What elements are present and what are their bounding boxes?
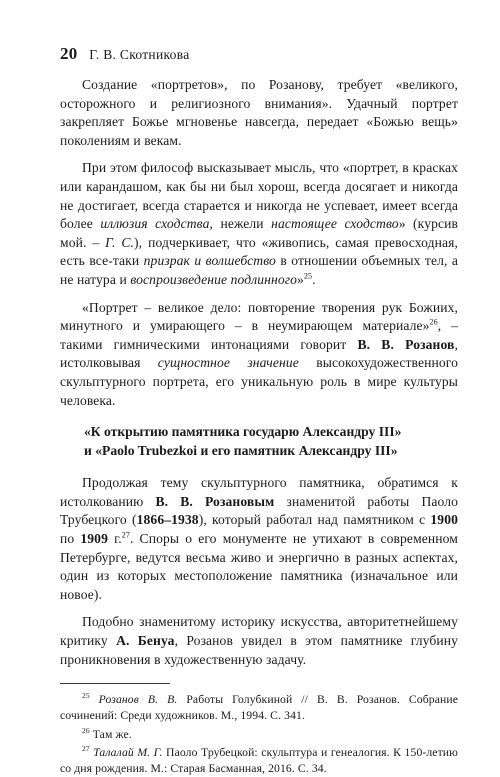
text-run: знаменитой работы Паоло Трубецкого ( bbox=[60, 493, 458, 528]
section-heading-line-1: «К открытию памятника государю Александру III» bbox=[84, 424, 402, 440]
text-run: . Споры о его монументе не утихают в современном Петербурге, ведутся весьма живо и энергично в разных аспектах, один из которых местоположение памятника (изначальное или новое). bbox=[60, 531, 458, 602]
footnote-27 bbox=[60, 745, 458, 777]
italic-run: Г. С. bbox=[105, 234, 135, 250]
text-run: ), подчеркивает, что «живопись, самая превосходная, есть все-таки bbox=[60, 234, 458, 269]
text-run: ), который работал над памятником с bbox=[198, 512, 431, 528]
italic-run: воспроизведение подлинного bbox=[130, 271, 298, 287]
bold-run: В. В. Розанов bbox=[357, 336, 455, 352]
footnote-number: 26 bbox=[82, 725, 90, 735]
italic-run: Розанов В. В. bbox=[98, 693, 178, 707]
text-run: Подобно знаменитому историку искусства, авторитетнейшему критику bbox=[60, 614, 458, 649]
text-run: высокохудожественного скульптурного портрета, его уникальную роль в мире культуры человека. bbox=[60, 355, 458, 408]
text-run: При этом философ высказывает мысль, что «портрет, в красках или карандашом, как бы ни был хорош, всегда досягает и никогда не достигает, всегда старается и никогда не успевает, имеет всегда более bbox=[60, 160, 458, 232]
paragraph-5 bbox=[60, 613, 458, 669]
text-run: , нежели bbox=[209, 216, 272, 232]
paragraph-2 bbox=[60, 159, 458, 289]
text-run: Работы Голубкиной // В. В. Розанов. Собрание сочинений: Среди художников. М., 1994. С. 341. bbox=[60, 693, 459, 723]
italic-run: иллюзия сходства bbox=[100, 216, 210, 232]
bold-run: В. В. Розановым bbox=[155, 493, 275, 509]
text-run: , Розанов увидел в этом памятнике глубину проникновения в художественную задачу. bbox=[60, 633, 458, 667]
italic-run: призрак и волшебство bbox=[143, 253, 276, 269]
footnote-25 bbox=[60, 692, 458, 724]
paragraph-1: Создание «портретов», по Розанову, требует «великого, осторожного и религиозного внимания». Удачный портрет закрепляет Божье мгновенье навсегда, передает «Божью вещь» поколениям и векам. bbox=[60, 77, 458, 148]
text-run: , – такими гимническими интонациями говорит bbox=[60, 318, 458, 352]
running-header bbox=[60, 44, 190, 64]
page-number: 20 bbox=[60, 44, 78, 63]
footnote-26 bbox=[60, 727, 458, 743]
bold-run: А. Бенуа bbox=[116, 633, 175, 649]
paragraph-3 bbox=[60, 299, 458, 411]
text-run: » (курсив мой. – bbox=[60, 216, 459, 250]
footnote-ref-25[interactable]: 25 bbox=[303, 271, 313, 281]
running-header-author: Г. В. Скотникова bbox=[89, 47, 190, 62]
text-run: «Портрет – великое дело: повторение творения рук Божиих, минутного и умирающего – в неумирающем материале» bbox=[60, 299, 458, 334]
italic-run: сущностное значение bbox=[157, 355, 299, 371]
bold-run: 1909 bbox=[80, 531, 108, 547]
section-heading bbox=[60, 423, 458, 460]
footnote-divider bbox=[60, 683, 170, 684]
text-run: , истолковывая bbox=[60, 336, 458, 371]
text-run: в отношении объемных тел, а не натура и bbox=[60, 253, 458, 287]
text-run: по bbox=[60, 531, 81, 547]
footnote-number: 27 bbox=[82, 743, 90, 753]
bold-run: 1866–1938 bbox=[136, 512, 199, 528]
italic-run: настоящее сходство bbox=[271, 216, 399, 232]
text-run: Продолжая тему скульптурного памятника, обратимся к истолкованию bbox=[60, 475, 458, 509]
section-heading-line-2: и «Paolo Trubezkoi и его памятник Александру III» bbox=[84, 442, 398, 458]
text-run: Паоло Трубецкой: скульптура и генеалогия. К 150-летию со дня рождения. М.: Старая Басманная, 2016. С. 34. bbox=[60, 745, 458, 776]
italic-run: Талалай М. Г. bbox=[93, 745, 163, 759]
text-run: . bbox=[312, 271, 316, 287]
footnote-ref-26[interactable]: 26 bbox=[429, 317, 438, 327]
text-run: Там же. bbox=[89, 727, 132, 741]
paragraph-4 bbox=[60, 474, 458, 604]
bold-run: 1900 bbox=[430, 512, 458, 528]
text-run: » bbox=[297, 271, 304, 287]
footnote-ref-27[interactable]: 27 bbox=[121, 530, 130, 540]
text-body bbox=[60, 76, 458, 777]
text-run: г. bbox=[107, 531, 122, 547]
footnote-number: 25 bbox=[82, 691, 90, 701]
